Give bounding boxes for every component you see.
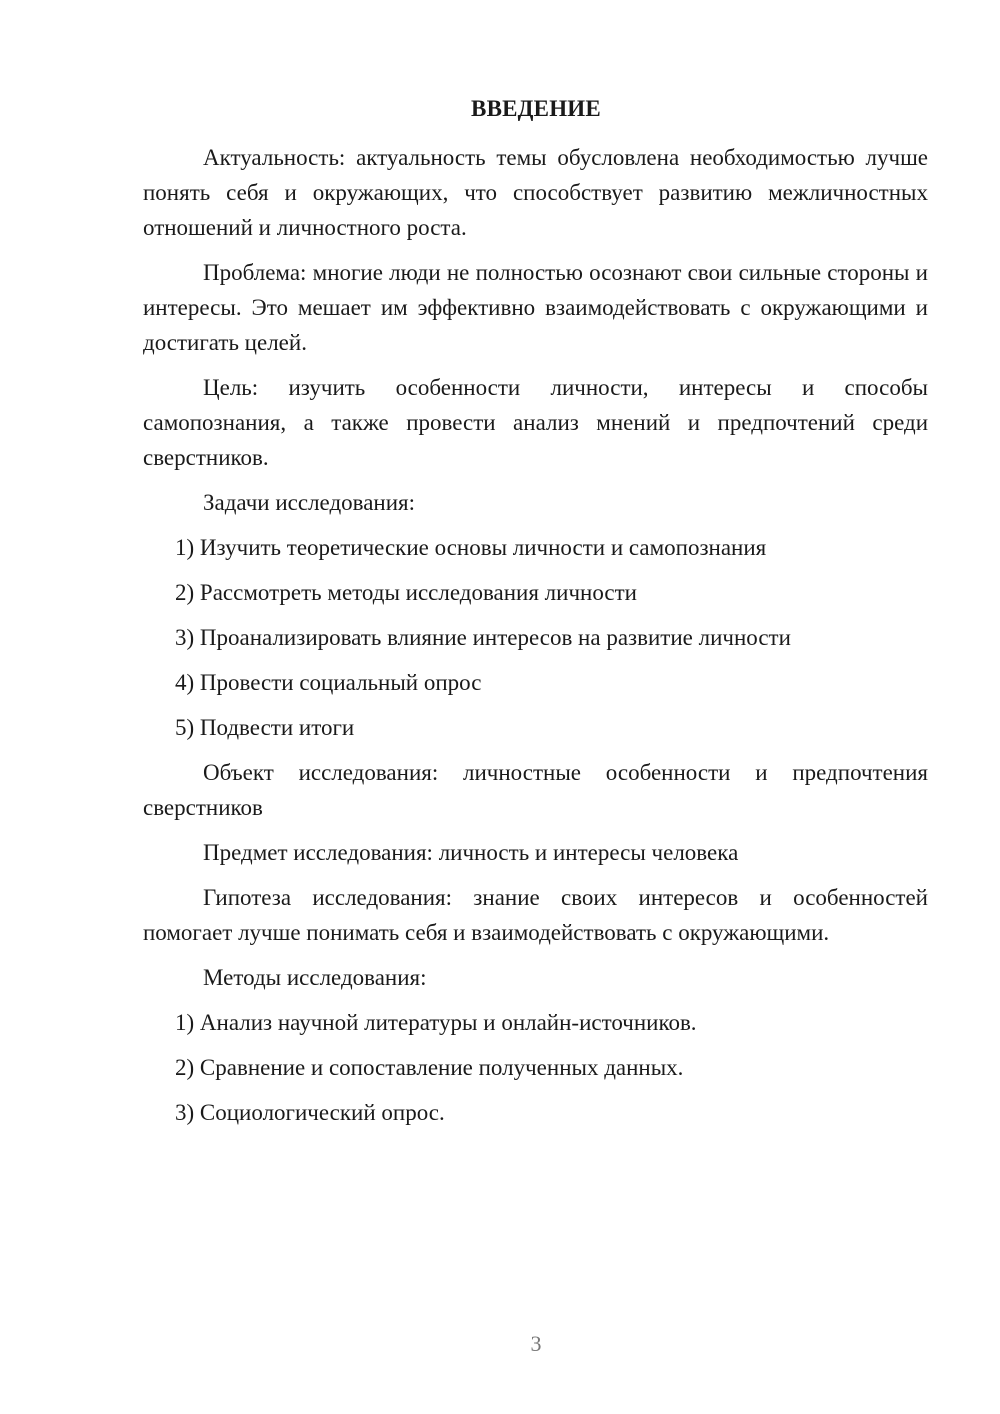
tasks-heading: Задачи исследования:	[203, 490, 416, 515]
paragraph-relevance: Актуальность: актуальность темы обусловлена необходимостью лучше понять себя и окружающих, что способствует развитию межличностных отношений и личностного роста.	[143, 145, 928, 240]
list-item: 4) Провести социальный опрос	[175, 670, 482, 695]
list-item: 1) Изучить теоретические основы личности и самопознания	[175, 535, 767, 560]
paragraph-object: Объект исследования: личностные особенности и предпочтения сверстников	[143, 760, 928, 820]
paragraph-problem: Проблема: многие люди не полностью осознают свои сильные стороны и интересы. Это мешает им эффективно взаимодействовать с окружающими и достигать целей.	[143, 260, 928, 355]
list-item: 5) Подвести итоги	[175, 715, 355, 740]
list-item: 1) Анализ научной литературы и онлайн-источников.	[175, 1010, 697, 1035]
methods-heading: Методы исследования:	[203, 965, 427, 990]
paragraph-hypothesis: Гипотеза исследования: знание своих интересов и особенностей помогает лучше понимать себя и взаимодействовать с окружающими.	[143, 885, 928, 945]
list-item: 3) Социологический опрос.	[175, 1100, 445, 1125]
list-item: 2) Рассмотреть методы исследования личности	[175, 580, 637, 605]
document-body	[143, 140, 928, 1140]
paragraph-goal: Цель: изучить особенности личности, интересы и способы самопознания, а также провести анализ мнений и предпочтений среди сверстников.	[143, 375, 928, 470]
list-item: 2) Сравнение и сопоставление полученных данных.	[175, 1055, 684, 1080]
tasks-list	[143, 530, 928, 745]
list-item: 3) Проанализировать влияние интересов на развитие личности	[175, 625, 791, 650]
page-number: 3	[530, 1331, 542, 1356]
methods-list	[143, 1005, 928, 1130]
section-title: ВВЕДЕНИЕ	[471, 96, 601, 121]
paragraph-subject: Предмет исследования: личность и интересы человека	[203, 840, 739, 865]
